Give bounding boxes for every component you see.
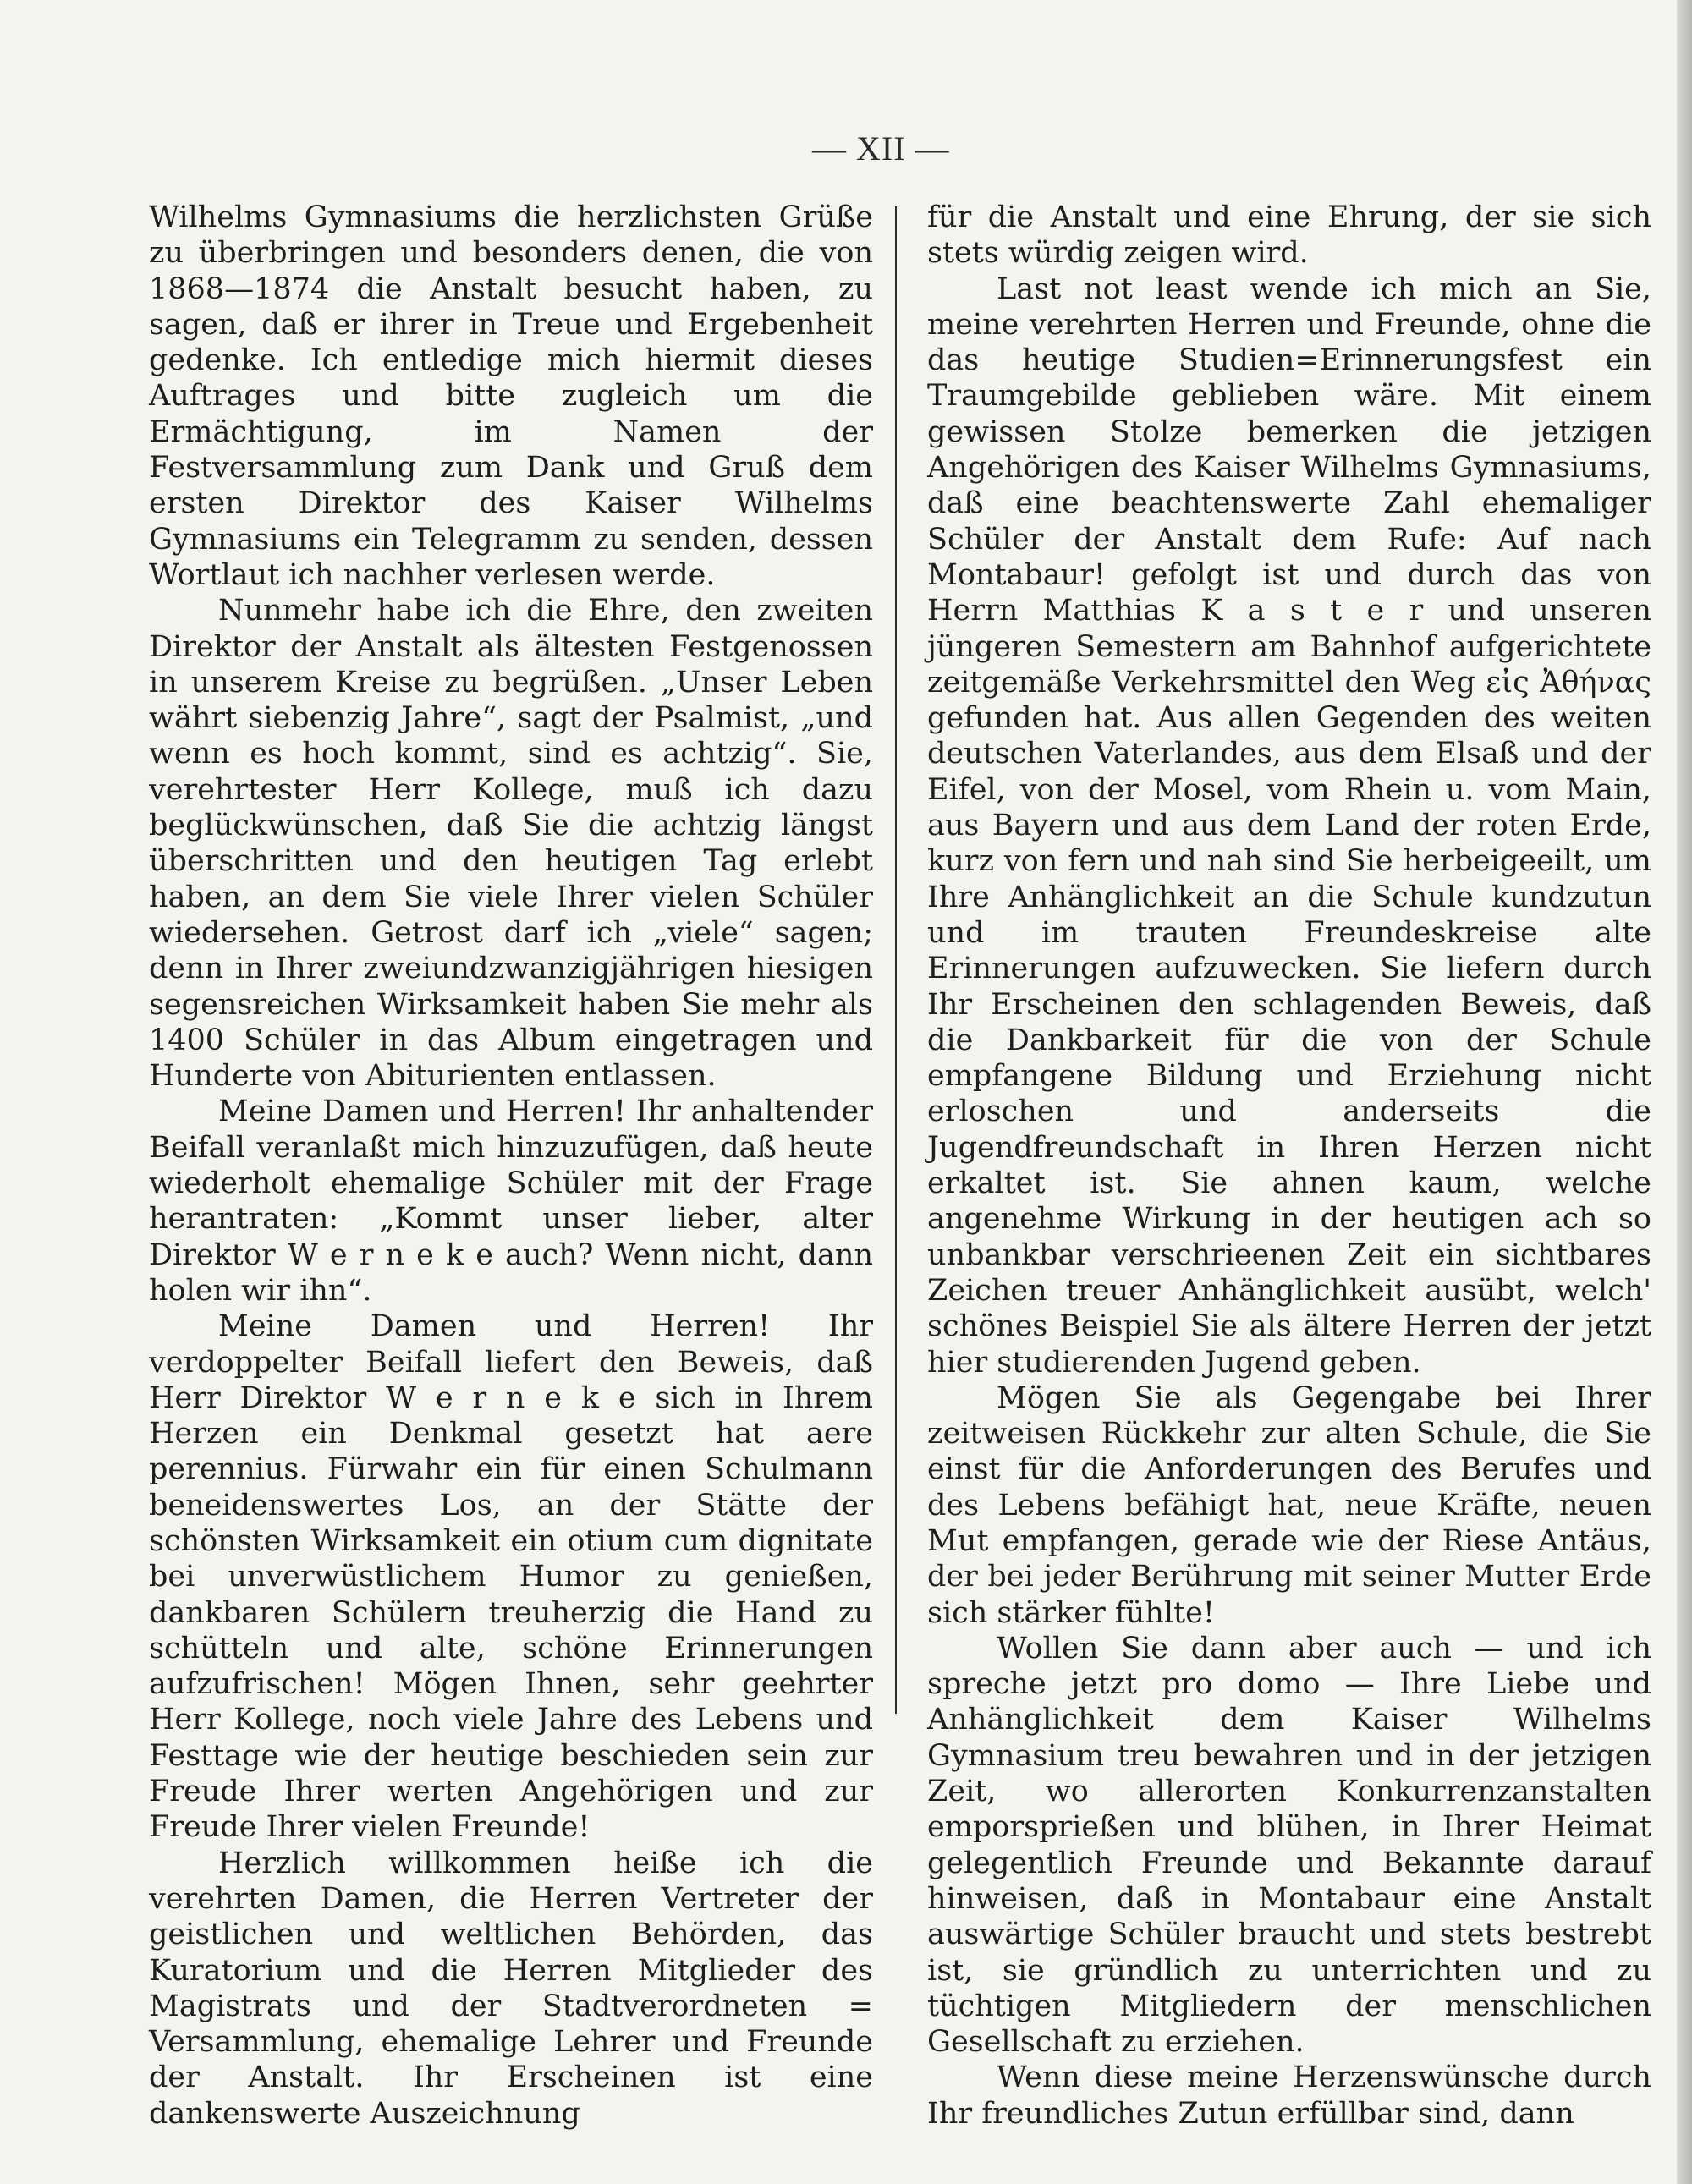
paragraph: Wenn diese meine Herzenswünsche durch Ihr freundliches Zutun erfüllbar sind, dann (927, 2061, 1651, 2131)
paragraph: Meine Damen und Herren! Ihr anhaltender Beifall veranlaßt mich hinzuzufügen, daß heute wiederholt ehemalige Schüler mit der Frage herantraten: „Kommt unser lieber, alter Direktor W e r n e k e auch? Wenn nicht, dann holen wir ihn“. (149, 1095, 873, 1308)
page-number-header: — XII — (812, 129, 950, 167)
paragraph: Meine Damen und Herren! Ihr verdoppelter Beifall liefert den Beweis, daß Herr Direktor W e r n e k e sich in Ihrem Herzen ein Denkmal gesetzt hat aere perennius. Fürwahr ein für einen Schulmann beneidenswertes Los, an der Stätte der schönsten Wirksamkeit ein otium cum dignitate bei unverwüstlichem Humor zu genießen, dankbaren Schülern treuherzig die Hand zu schütteln und alte, schöne Erinnerungen aufzufrischen! Mögen Ihnen, sehr geehrter Herr Kollege, noch viele Jahre des Lebens und Festtage wie der heutige beschieden sein zur Freude Ihrer werten Angehörigen und zur Freude Ihrer vielen Freunde! (149, 1309, 873, 1845)
paragraph: für die Anstalt und eine Ehrung, der sie sich stets würdig zeigen wird. (927, 200, 1651, 271)
paragraph: Wollen Sie dann aber auch — und ich spreche jetzt pro domo — Ihre Liebe und Anhänglichkeit dem Kaiser Wilhelms Gymnasium treu bewahren und in der jetzigen Zeit, wo allerorten Konkurrenzanstalten emporsprießen und blühen, in Ihrer Heimat gelegentlich Freunde und Bekannte darauf hinweisen, daß in Montabaur eine Anstalt auswärtige Schüler braucht und stets bestrebt ist, sie gründlich zu unterrichten und zu tüchtigen Mitgliedern der menschlichen Gesellschaft zu erziehen. (927, 1631, 1651, 2060)
left-column (149, 200, 873, 2132)
column-divider (895, 206, 897, 1714)
paragraph: Herzlich willkommen heiße ich die verehrten Damen, die Herren Vertreter der geistlichen und weltlichen Behörden, das Kuratorium und die Herren Mitglieder des Magistrats und der Stadtverordneten = Versammlung, ehemalige Lehrer und Freunde der Anstalt. Ihr Erscheinen ist eine dankenswerte Auszeichnung (149, 1846, 873, 2131)
paragraph: Last not least wende ich mich an Sie, meine verehrten Herren und Freunde, ohne die das heutige Studien=Erinnerungsfest ein Traumgebilde geblieben wäre. Mit einem gewissen Stolze bemerken die jetzigen Angehörigen des Kaiser Wilhelms Gymnasiums, daß eine beachtenswerte Zahl ehemaliger Schüler der Anstalt dem Rufe: Auf nach Montabaur! gefolgt ist und durch das von Herrn Matthias K a s t e r und unseren jüngeren Semestern am Bahnhof aufgerichtete zeitgemäße Verkehrsmittel den Weg εἰς Ἀθήνας gefunden hat. Aus allen Gegenden des weiten deutschen Vaterlandes, aus dem Elsaß und der Eifel, von der Mosel, vom Rhein u. vom Main, aus Bayern und aus dem Land der roten Erde, kurz von fern und nah sind Sie herbeigeeilt, um Ihre Anhänglichkeit an die Schule kundzutun und im trauten Freundeskreise alte Erinnerungen aufzuwecken. Sie liefern durch Ihr Erscheinen den schlagenden Beweis, daß die Dankbarkeit für die von der Schule empfangene Bildung und Erziehung nicht erloschen und anderseits die Jugendfreundschaft in Ihren Herzen nicht erkaltet ist. Sie ahnen kaum, welche angenehme Wirkung in der heutigen ach so unbankbar verschrieenen Zeit ein sichtbares Zeichen treuer Anhänglichkeit ausübt, welch' schönes Beispiel Sie als ältere Herren der jetzt hier studierenden Jugend geben. (927, 272, 1651, 1380)
paragraph: Mögen Sie als Gegengabe bei Ihrer zeitweisen Rückkehr zur alten Schule, die Sie einst für die Anforderungen des Berufes und des Lebens befähigt hat, neue Kräfte, neuen Mut empfangen, gerade wie der Riese Antäus, der bei jeder Berührung mit seiner Mutter Erde sich stärker fühlte! (927, 1380, 1651, 1630)
paragraph: Nunmehr habe ich die Ehre, den zweiten Direktor der Anstalt als ältesten Festgenossen in unserem Kreise zu begrüßen. „Unser Leben währt siebenzig Jahre“, sagt der Psalmist, „und wenn es hoch kommt, sind es achtzig“. Sie, verehrtester Herr Kollege, muß ich dazu beglückwünschen, daß Sie die achtzig längst überschritten und den heutigen Tag erlebt haben, an dem Sie viele Ihrer vielen Schüler wiedersehen. Getrost darf ich „viele“ sagen; denn in Ihrer zweiundzwanzigjährigen hiesigen segensreichen Wirksamkeit haben Sie mehr als 1400 Schüler in das Album eingetragen und Hunderte von Abiturienten entlassen. (149, 594, 873, 1094)
paragraph: Wilhelms Gymnasiums die herzlichsten Grüße zu überbringen und besonders denen, die von 1868—1874 die Anstalt besucht haben, zu sagen, daß er ihrer in Treue und Ergebenheit gedenke. Ich entledige mich hiermit dieses Auftrages und bitte zugleich um die Ermächtigung, im Namen der Festversammlung zum Dank und Gruß dem ersten Direktor des Kaiser Wilhelms Gymnasiums ein Telegramm zu senden, dessen Wortlaut ich nachher verlesen werde. (149, 200, 873, 592)
right-column (927, 200, 1651, 2132)
page-edge-shadow (1677, 0, 1692, 2184)
